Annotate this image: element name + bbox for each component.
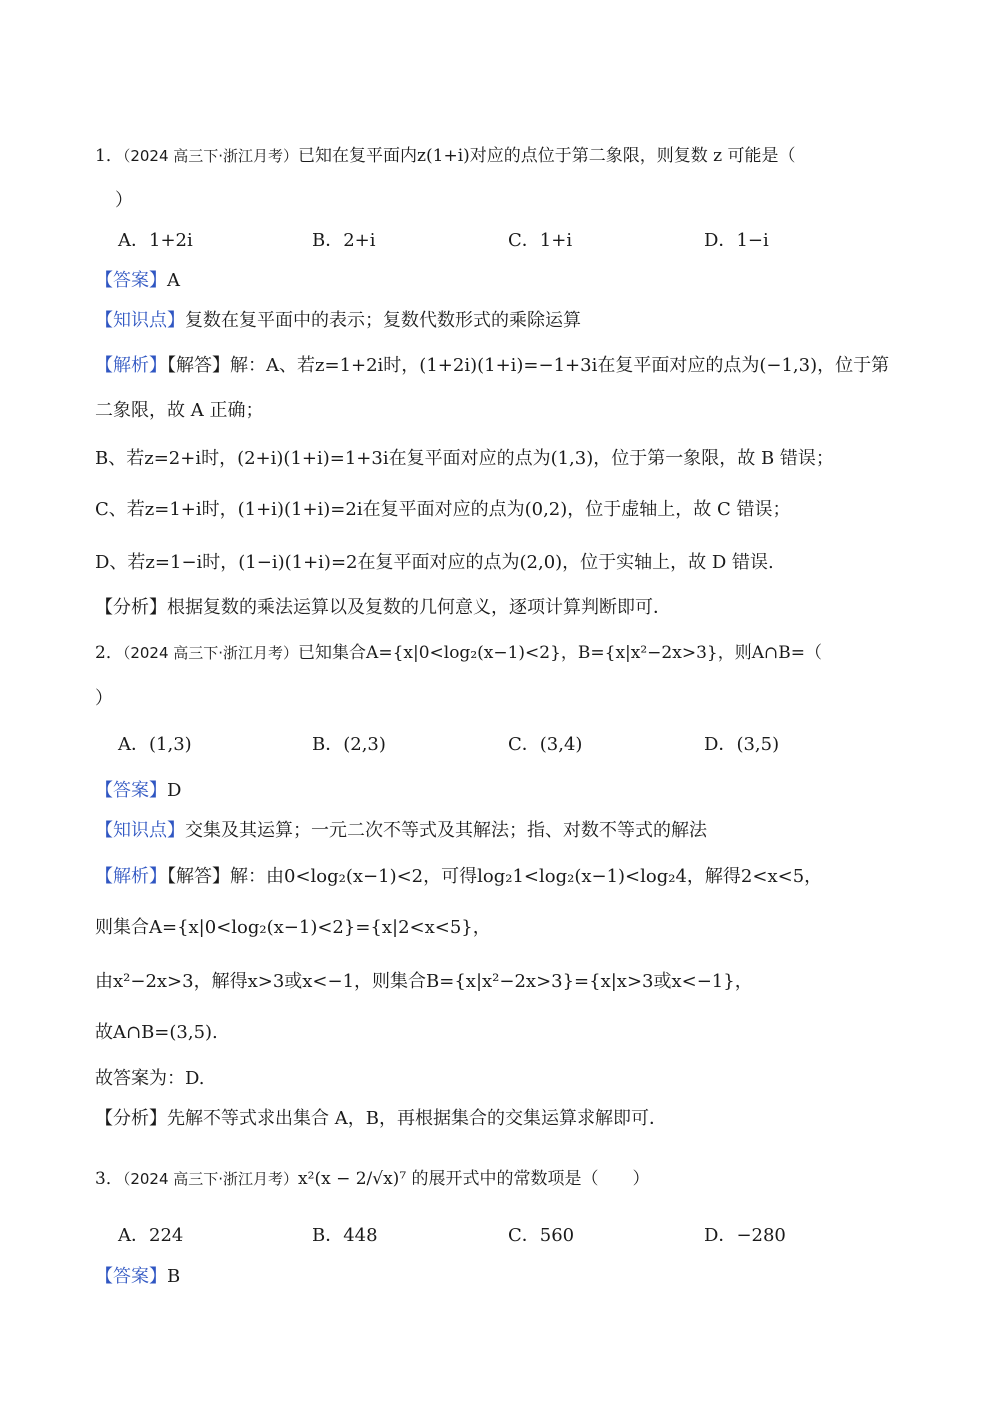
answer-tag: 【答案】 — [95, 780, 167, 801]
summary-text: 根据复数的乘法运算以及复数的几何意义，逐项计算判断即可． — [167, 597, 671, 618]
answer-value: A — [167, 270, 180, 291]
solution-line: B、若z=2+i时，(2+i)(1+i)=1+3i在复平面对应的点为(1,3)，位于第一象限，故 B 错误； — [95, 448, 834, 469]
solution-line: 故A∩B=(3,5). — [95, 1022, 218, 1043]
solution-line: C、若z=1+i时，(1+i)(1+i)=2i在复平面对应的点为(0,2)，位于虚轴上，故 C 错误； — [95, 499, 791, 520]
option-text: 1−i — [736, 230, 769, 251]
question-text: 已知在复平面内z(1+i)对应的点位于第二象限，则复数 z 可能是（ — [298, 146, 796, 166]
answer-tag: 【答案】 — [95, 270, 167, 291]
question-source: （2024 高三下·浙江月考） — [122, 1170, 299, 1188]
option-b — [312, 228, 376, 254]
option-text: 1+i — [539, 230, 573, 251]
question-text: x²(x − 2/√x)⁷ 的展开式中的常数项是（ ） — [298, 1169, 650, 1189]
answer-row — [95, 778, 905, 804]
option-text: 448 — [343, 1225, 378, 1246]
option-a — [118, 228, 193, 254]
option-label: B． — [312, 734, 344, 755]
option-label: C． — [508, 230, 540, 251]
option-text: (2,3) — [343, 734, 386, 755]
question-number: 2． — [95, 643, 123, 663]
option-text: 1+2i — [149, 230, 193, 251]
knowledge-text: 复数在复平面中的表示；复数代数形式的乘除运算 — [185, 310, 581, 331]
option-label: A． — [118, 230, 149, 251]
solution-tag: 【解答】 — [167, 866, 230, 887]
solution-tag: 【解答】 — [167, 355, 230, 376]
option-text: (3,5) — [736, 734, 780, 755]
knowledge-row — [95, 818, 905, 844]
analysis-tag: 【解析】 — [95, 355, 167, 376]
option-a — [118, 732, 192, 758]
question-source: （2024 高三下·浙江月考） — [122, 644, 299, 662]
summary-row — [95, 595, 905, 621]
option-label: D． — [704, 230, 737, 251]
option-d — [704, 732, 779, 758]
knowledge-row — [95, 308, 905, 334]
option-text: 560 — [539, 1225, 575, 1246]
question-text: ） — [95, 688, 113, 709]
option-label: D． — [704, 1225, 737, 1246]
question-number: 1． — [95, 146, 123, 166]
solution-line: 解：由0<log₂(x−1)<2，可得log₂1<log₂(x−1)<log₂4，解得2<x<5， — [230, 866, 823, 887]
answer-row — [95, 268, 905, 294]
solution-line: 二象限，故 A 正确； — [95, 400, 264, 421]
option-text: 224 — [149, 1225, 184, 1246]
option-text: (3,4) — [539, 734, 583, 755]
option-a — [118, 1223, 183, 1249]
option-label: A． — [118, 734, 149, 755]
solution-line: 由x²−2x>3，解得x>3或x<−1，则集合B={x|x²−2x>3}={x|x>3或x<−1}， — [95, 971, 753, 992]
option-label: B． — [312, 1225, 344, 1246]
answer-row — [95, 1264, 905, 1290]
option-label: A． — [118, 1225, 149, 1246]
answer-tag: 【答案】 — [95, 1266, 167, 1287]
question-1-stem-cont — [115, 188, 905, 214]
option-c — [508, 732, 582, 758]
solution-line: 解：A、若z=1+2i时，(1+2i)(1+i)=−1+3i在复平面对应的点为(−1,3)，位于第 — [230, 355, 890, 376]
option-d — [704, 228, 769, 254]
solution-line: 则集合A={x|0<log₂(x−1)<2}={x|2<x<5}， — [95, 917, 491, 938]
question-number: 3． — [95, 1169, 123, 1189]
option-d — [704, 1223, 786, 1249]
solution-line: 故答案为：D. — [95, 1068, 205, 1089]
option-text: −280 — [736, 1225, 786, 1246]
solution-line: D、若z=1−i时，(1−i)(1+i)=2在复平面对应的点为(2,0)，位于实轴上，故 D 错误. — [95, 552, 774, 573]
summary-text: 先解不等式求出集合 A，B，再根据集合的交集运算求解即可． — [167, 1108, 667, 1129]
summary-tag: 【分析】 — [95, 1108, 167, 1129]
knowledge-text: 交集及其运算；一元二次不等式及其解法；指、对数不等式的解法 — [185, 820, 707, 841]
knowledge-tag: 【知识点】 — [95, 310, 185, 331]
option-label: B． — [312, 230, 344, 251]
option-text: (1,3) — [149, 734, 192, 755]
analysis-row — [95, 353, 905, 379]
option-label: C． — [508, 1225, 540, 1246]
question-3-stem — [95, 1166, 905, 1192]
option-b — [312, 732, 386, 758]
question-2-stem-cont — [95, 686, 905, 712]
analysis-row — [95, 864, 905, 890]
question-text: 已知集合A={x|0<log₂(x−1)<2}，B={x|x²−2x>3}，则A∩B=（ — [298, 643, 822, 663]
question-1-stem — [95, 143, 905, 169]
option-text: 2+i — [343, 230, 376, 251]
option-label: D． — [704, 734, 737, 755]
analysis-tag: 【解析】 — [95, 866, 167, 887]
question-text: ） — [115, 190, 133, 211]
answer-value: D — [167, 780, 182, 801]
option-c — [508, 1223, 574, 1249]
answer-value: B — [167, 1266, 181, 1287]
summary-tag: 【分析】 — [95, 597, 167, 618]
summary-row — [95, 1106, 905, 1132]
option-b — [312, 1223, 378, 1249]
question-2-stem — [95, 640, 905, 666]
option-c — [508, 228, 572, 254]
question-source: （2024 高三下·浙江月考） — [122, 147, 299, 165]
knowledge-tag: 【知识点】 — [95, 820, 185, 841]
option-label: C． — [508, 734, 540, 755]
